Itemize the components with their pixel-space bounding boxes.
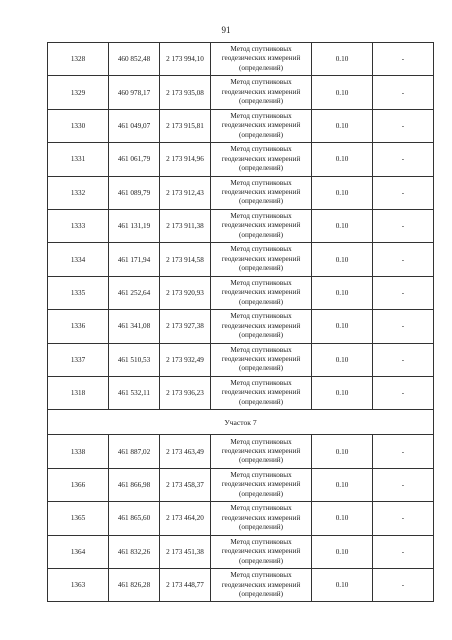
point-number: 1336 [48,310,109,343]
method-line: Метод спутниковых [230,378,292,387]
method-line: Метод спутниковых [230,345,292,354]
method-line: Метод спутниковых [230,537,292,546]
coordinate-x: 461 252,64 [109,276,160,309]
method-line: Метод спутниковых [230,278,292,287]
coordinate-y: 2 173 927,38 [160,310,211,343]
coordinate-y: 2 173 911,38 [160,209,211,242]
accuracy-value: 0.10 [312,243,373,276]
table-row [48,435,434,468]
point-number: 1365 [48,502,109,535]
accuracy-value: 0.10 [312,176,373,209]
extra-value: - [373,109,434,142]
extra-value: - [373,468,434,501]
table-row [48,243,434,276]
accuracy-value: 0.10 [312,435,373,468]
method-cell [211,343,312,376]
table-row [48,76,434,109]
coordinate-x: 461 532,11 [109,376,160,409]
extra-value: - [373,569,434,602]
method-line: Метод спутниковых [230,504,292,513]
extra-value: - [373,176,434,209]
method-line: геодезических измерений [221,87,301,96]
table-row [48,109,434,142]
accuracy-value: 0.10 [312,502,373,535]
method-cell [211,176,312,209]
point-number: 1366 [48,468,109,501]
method-line: (определений) [238,331,284,340]
method-line: геодезических измерений [221,54,301,63]
coordinate-y: 2 173 915,81 [160,109,211,142]
section-title: Участок 7 [48,410,434,435]
method-cell [211,143,312,176]
coordinate-y: 2 173 920,93 [160,276,211,309]
method-line: Метод спутниковых [230,437,292,446]
method-line: (определений) [238,364,284,373]
table-row [48,535,434,568]
method-cell [211,502,312,535]
method-line: Метод спутниковых [230,145,292,154]
method-line: (определений) [238,197,284,206]
coordinate-x: 461 049,07 [109,109,160,142]
accuracy-value: 0.10 [312,343,373,376]
table-row [48,569,434,602]
method-line: (определений) [238,556,284,565]
method-line: (определений) [238,97,284,106]
method-line: (определений) [238,63,284,72]
coordinate-x: 461 061,79 [109,143,160,176]
method-cell [211,376,312,409]
point-number: 1328 [48,43,109,76]
accuracy-value: 0.10 [312,76,373,109]
extra-value: - [373,143,434,176]
method-cell [211,43,312,76]
method-line: геодезических измерений [221,446,301,455]
coordinate-y: 2 173 935,08 [160,76,211,109]
method-line: (определений) [238,230,284,239]
method-line: геодезических измерений [221,513,301,522]
coordinate-x: 461 865,60 [109,502,160,535]
method-line: Метод спутниковых [230,571,292,580]
method-line: (определений) [238,589,284,598]
method-cell [211,535,312,568]
coordinate-y: 2 173 458,37 [160,468,211,501]
method-line: Метод спутниковых [230,111,292,120]
coordinate-x: 460 978,17 [109,76,160,109]
accuracy-value: 0.10 [312,43,373,76]
accuracy-value: 0.10 [312,468,373,501]
point-number: 1363 [48,569,109,602]
point-number: 1329 [48,76,109,109]
coordinate-x: 461 510,53 [109,343,160,376]
method-line: Метод спутниковых [230,312,292,321]
accuracy-value: 0.10 [312,376,373,409]
method-line: геодезических измерений [221,221,301,230]
extra-value: - [373,76,434,109]
coordinate-x: 460 852,48 [109,43,160,76]
point-number: 1337 [48,343,109,376]
coordinate-x: 461 341,08 [109,310,160,343]
method-line: (определений) [238,297,284,306]
coordinate-y: 2 173 448,77 [160,569,211,602]
coordinate-x: 461 131,19 [109,209,160,242]
method-line: (определений) [238,264,284,273]
table-row [48,468,434,501]
accuracy-value: 0.10 [312,310,373,343]
method-cell [211,109,312,142]
coordinates-table [47,42,434,602]
section-row [48,410,434,435]
coordinates-table-body [48,43,434,602]
table-row [48,276,434,309]
method-cell [211,76,312,109]
method-line: геодезических измерений [221,254,301,263]
accuracy-value: 0.10 [312,535,373,568]
method-line: Метод спутниковых [230,470,292,479]
method-line: Метод спутниковых [230,245,292,254]
point-number: 1331 [48,143,109,176]
method-line: (определений) [238,164,284,173]
table-row [48,310,434,343]
coordinate-x: 461 826,28 [109,569,160,602]
point-number: 1318 [48,376,109,409]
method-line: геодезических измерений [221,388,301,397]
method-line: геодезических измерений [221,188,301,197]
coordinate-y: 2 173 932,49 [160,343,211,376]
coordinate-y: 2 173 451,38 [160,535,211,568]
method-line: геодезических измерений [221,288,301,297]
extra-value: - [373,435,434,468]
coordinate-y: 2 173 994,10 [160,43,211,76]
point-number: 1332 [48,176,109,209]
point-number: 1333 [48,209,109,242]
coordinate-x: 461 832,26 [109,535,160,568]
method-line: (определений) [238,130,284,139]
method-cell [211,243,312,276]
table-row [48,502,434,535]
table-row [48,343,434,376]
method-line: геодезических измерений [221,580,301,589]
method-line: Метод спутниковых [230,45,292,54]
method-line: геодезических измерений [221,480,301,489]
coordinate-y: 2 173 936,23 [160,376,211,409]
coordinate-x: 461 171,94 [109,243,160,276]
method-line: геодезических измерений [221,355,301,363]
method-line: геодезических измерений [221,154,301,163]
table-row [48,43,434,76]
coordinate-y: 2 173 464,20 [160,502,211,535]
method-line: (определений) [238,397,284,406]
extra-value: - [373,535,434,568]
method-cell [211,569,312,602]
extra-value: - [373,310,434,343]
method-line: геодезических измерений [221,547,301,556]
method-line: геодезических измерений [221,321,301,330]
coordinate-y: 2 173 912,43 [160,176,211,209]
method-line: Метод спутниковых [230,78,292,87]
extra-value: - [373,502,434,535]
method-cell [211,209,312,242]
method-line: (определений) [238,456,284,465]
method-cell [211,435,312,468]
table-row [48,176,434,209]
accuracy-value: 0.10 [312,209,373,242]
point-number: 1335 [48,276,109,309]
extra-value: - [373,343,434,376]
table-row [48,143,434,176]
extra-value: - [373,276,434,309]
point-number: 1364 [48,535,109,568]
point-number: 1338 [48,435,109,468]
page-number: 91 [221,25,231,35]
coordinate-x: 461 887,02 [109,435,160,468]
coordinate-y: 2 173 463,49 [160,435,211,468]
accuracy-value: 0.10 [312,276,373,309]
method-cell [211,468,312,501]
coordinate-x: 461 089,79 [109,176,160,209]
extra-value: - [373,243,434,276]
coordinate-y: 2 173 914,96 [160,143,211,176]
coordinate-y: 2 173 914,58 [160,243,211,276]
extra-value: - [373,43,434,76]
method-line: (определений) [238,523,284,532]
method-line: геодезических измерений [221,121,301,130]
method-line: Метод спутниковых [230,212,292,221]
accuracy-value: 0.10 [312,569,373,602]
method-cell [211,310,312,343]
coordinate-x: 461 866,98 [109,468,160,501]
extra-value: - [373,376,434,409]
extra-value: - [373,209,434,242]
accuracy-value: 0.10 [312,109,373,142]
method-line: Метод спутниковых [230,178,292,187]
method-line: (определений) [238,489,284,498]
table-row [48,209,434,242]
table-row [48,376,434,409]
accuracy-value: 0.10 [312,143,373,176]
method-cell [211,276,312,309]
point-number: 1334 [48,243,109,276]
point-number: 1330 [48,109,109,142]
